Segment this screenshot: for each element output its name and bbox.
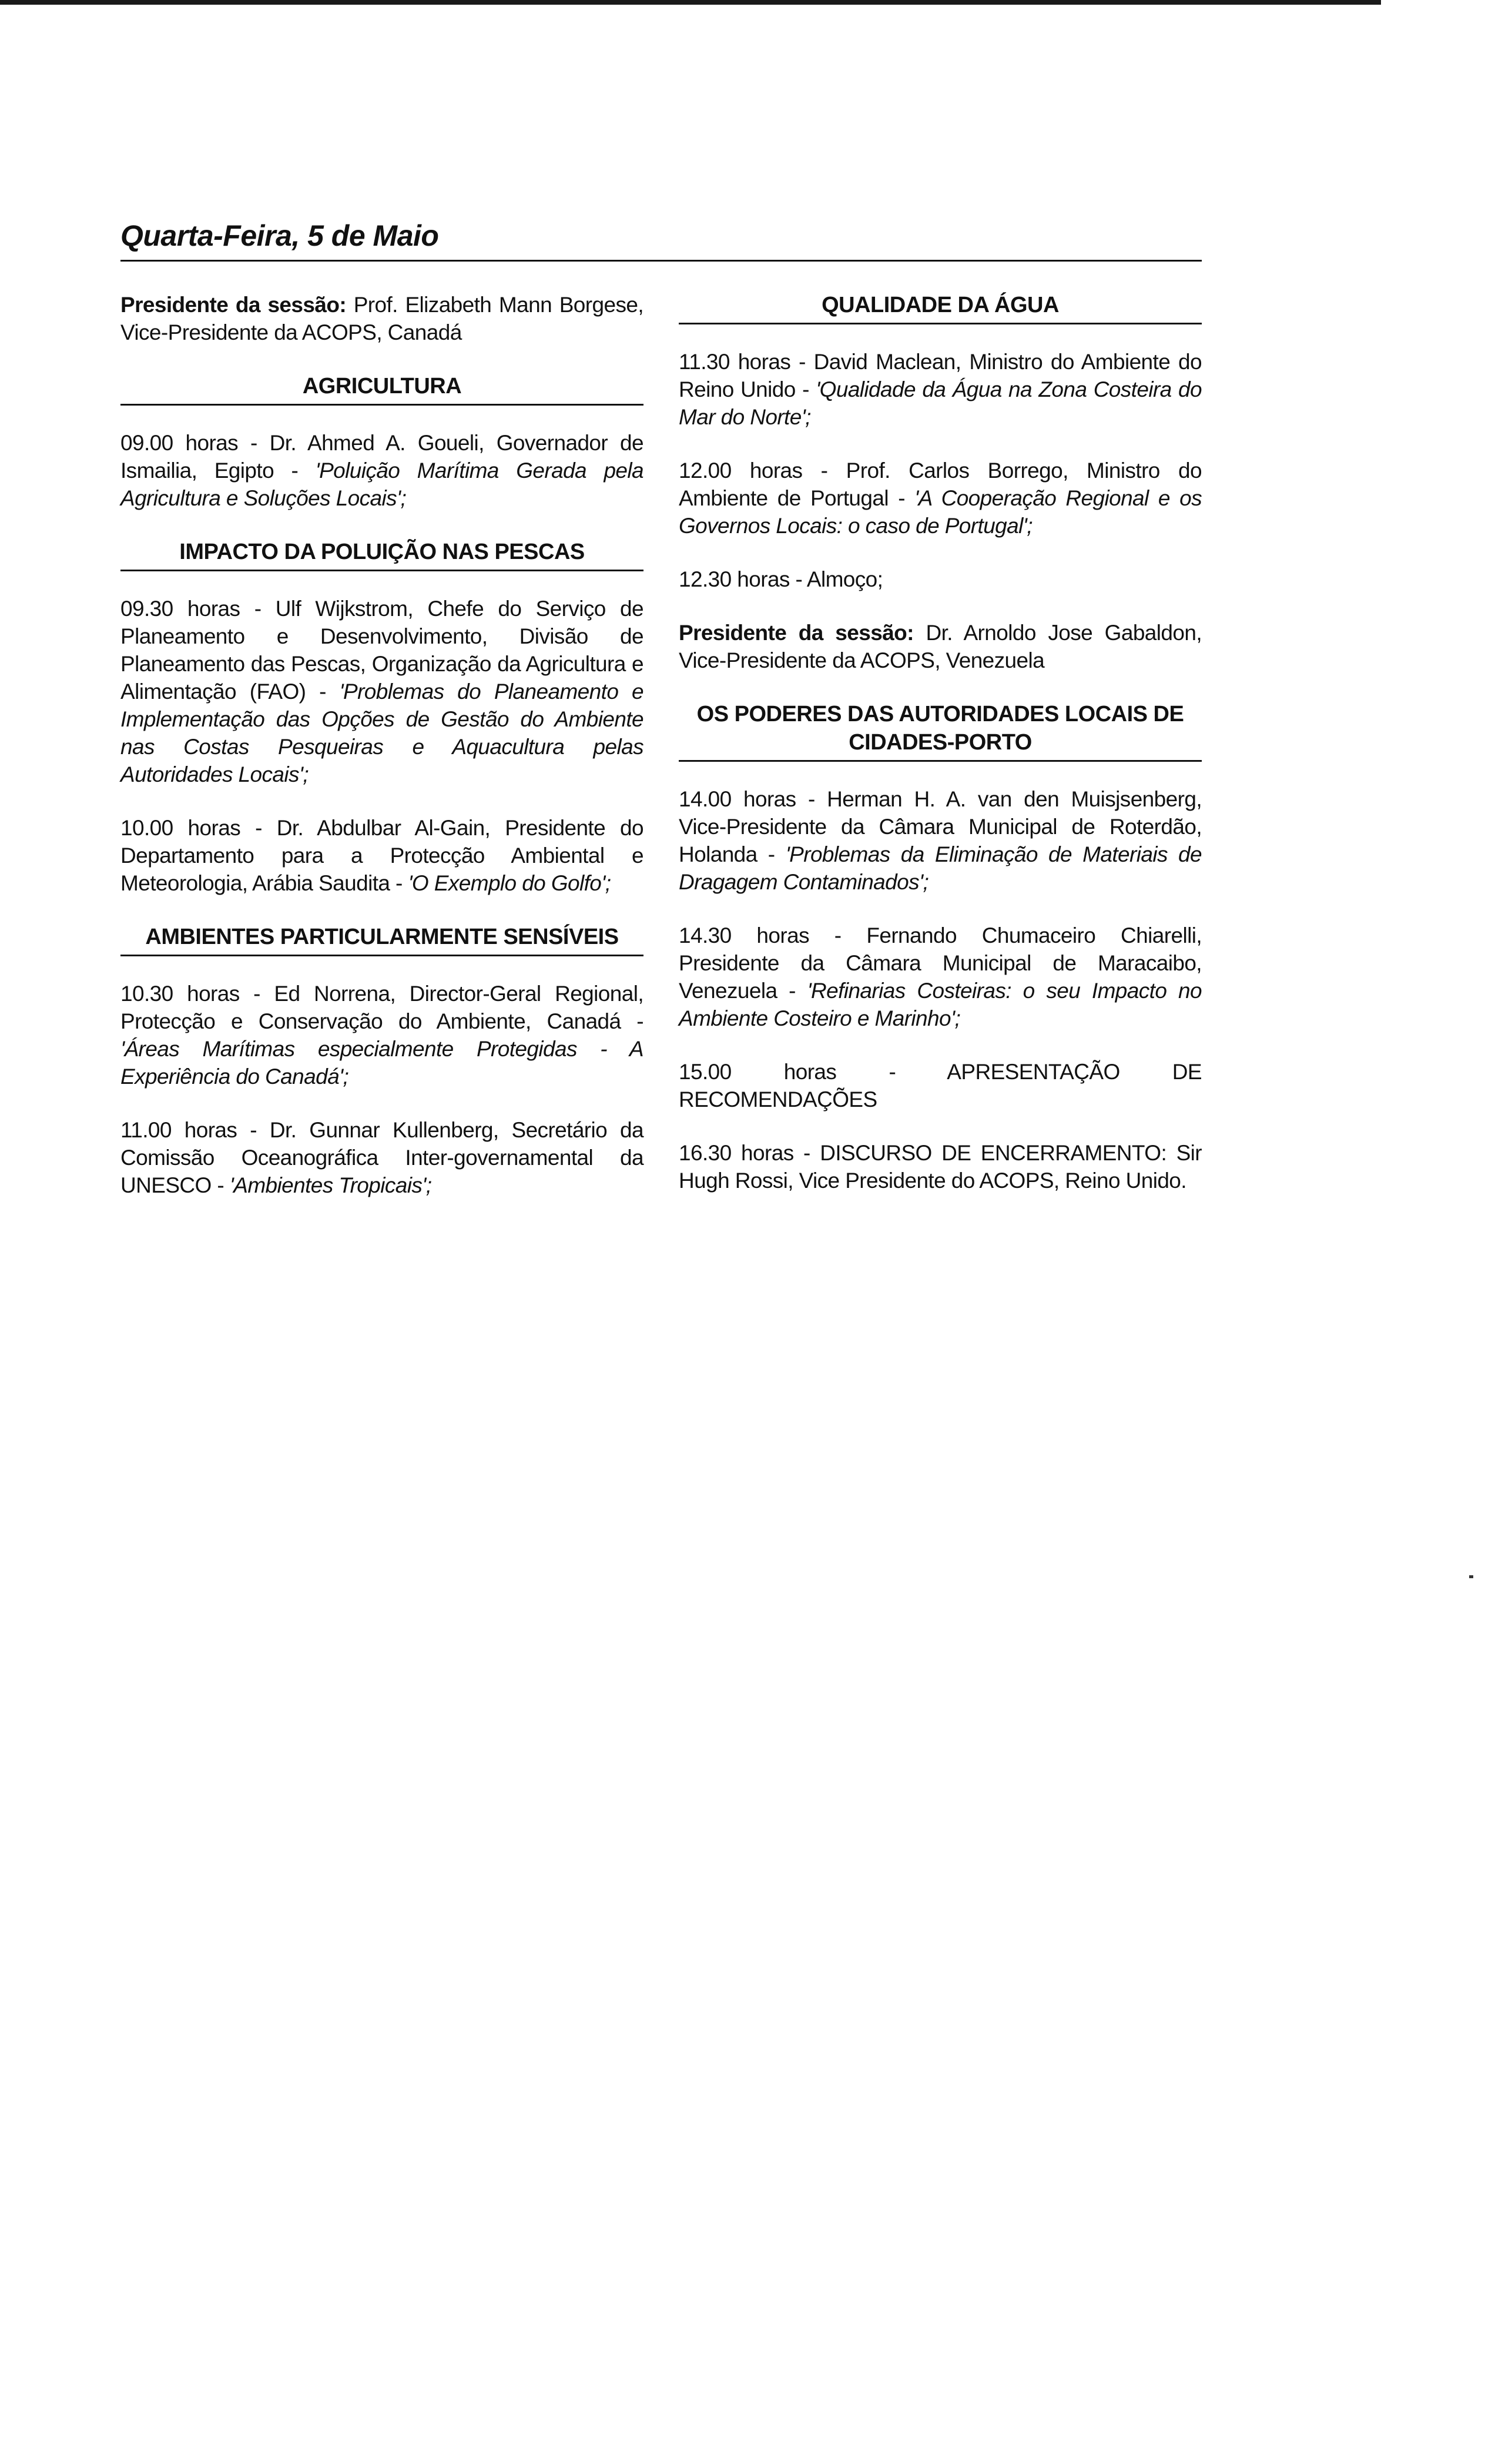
agenda-item-1230 <box>679 565 1202 593</box>
item-text: 14.30 horas - Fernando Chumaceiro Chiarelli, Presidente da Câmara Municipal de Maracaibo, Venezuela - <box>679 923 1202 1003</box>
page-title: Quarta-Feira, 5 de Maio <box>120 219 439 252</box>
agenda-item-0900 <box>120 429 643 512</box>
left-column <box>120 291 643 1225</box>
agenda-item-1100 <box>120 1116 643 1199</box>
section-heading-impacto: IMPACTO DA POLUIÇÃO NAS PESCAS <box>120 538 643 571</box>
item-title: 'A Cooperação Regional e os Governos Locais: o caso de Portugal'; <box>679 486 1202 538</box>
item-text: 12.30 horas - Almoço; <box>679 567 883 591</box>
item-title: 'O Exemplo do Golfo'; <box>408 871 611 895</box>
agenda-item-1500 <box>679 1058 1202 1113</box>
agenda-item-1400 <box>679 785 1202 896</box>
chair-label: Presidente da sessão: <box>679 621 914 645</box>
item-title: 'Ambientes Tropicais'; <box>229 1173 432 1197</box>
item-title: 'Qualidade da Água na Zona Costeira do Mar do Norte'; <box>679 377 1202 429</box>
item-title: 'Problemas da Eliminação de Materiais de Dragagem Contaminados'; <box>679 842 1202 894</box>
right-column <box>679 291 1202 1220</box>
agenda-item-1430 <box>679 922 1202 1032</box>
section-heading-poderes: OS PODERES DAS AUTORIDADES LOCAIS DE CIDADES-PORTO <box>679 700 1202 762</box>
item-text: 11.30 horas - David Maclean, Ministro do Ambiente do Reino Unido - <box>679 350 1202 401</box>
item-text: 10.30 horas - Ed Norrena, Director-Geral Regional, Protecção e Conservação do Ambiente, Canadá - <box>120 982 643 1033</box>
session-chair-afternoon <box>679 619 1202 674</box>
agenda-item-1130 <box>679 348 1202 431</box>
item-title: 'Refinarias Costeiras: o seu Impacto no Ambiente Costeiro e Marinho'; <box>679 979 1202 1030</box>
session-chair-morning <box>120 291 643 346</box>
scan-speck <box>1469 1575 1473 1578</box>
chair-text: Prof. Elizabeth Mann Borgese, Vice-Presidente da ACOPS, Canadá <box>120 293 643 344</box>
section-heading-agricultura: AGRICULTURA <box>120 372 643 406</box>
item-text: 09.00 horas - Dr. Ahmed A. Goueli, Governador de Ismailia, Egipto - <box>120 431 643 483</box>
agenda-item-1000 <box>120 814 643 897</box>
item-text: 12.00 horas - Prof. Carlos Borrego, Ministro do Ambiente de Portugal - <box>679 458 1202 510</box>
agenda-item-1030 <box>120 980 643 1090</box>
item-text: 10.00 horas - Dr. Abdulbar Al-Gain, Presidente do Departamento para a Protecção Ambiental e Meteorologia, Arábia Saudita - <box>120 816 643 895</box>
section-heading-ambientes: AMBIENTES PARTICULARMENTE SENSÍVEIS <box>120 923 643 956</box>
agenda-item-1200 <box>679 457 1202 540</box>
agenda-item-0930 <box>120 595 643 788</box>
item-text: 11.00 horas - Dr. Gunnar Kullenberg, Secretário da Comissão Oceanográfica Inter-governamental da UNESCO - <box>120 1118 643 1197</box>
item-title: 'Problemas do Planeamento e Implementação das Opções de Gestão do Ambiente nas Costas Pesqueiras e Aquacultura pelas Autoridades Locais'; <box>120 679 643 786</box>
title-divider <box>120 260 1202 262</box>
item-text: 09.30 horas - Ulf Wijkstrom, Chefe do Serviço de Planeamento e Desenvolvimento, Divisão de Planeamento das Pescas, Organização da Agricultura e Alimentação (FAO) - <box>120 597 643 704</box>
scan-top-edge <box>0 0 1381 5</box>
item-text: 16.30 horas - DISCURSO DE ENCERRAMENTO: Sir Hugh Rossi, Vice Presidente do ACOPS, Reino Unido. <box>679 1141 1202 1193</box>
item-text: 15.00 horas - APRESENTAÇÃO DE RECOMENDAÇÕES <box>679 1060 1202 1112</box>
item-text: 14.00 horas - Herman H. A. van den Muisjsenberg, Vice-Presidente da Câmara Municipal de Roterdão, Holanda - <box>679 787 1202 866</box>
item-title: 'Poluição Marítima Gerada pela Agricultura e Soluções Locais'; <box>120 458 643 510</box>
chair-text: Dr. Arnoldo Jose Gabaldon, Vice-Presidente da ACOPS, Venezuela <box>679 621 1202 672</box>
section-heading-qualidade: QUALIDADE DA ÁGUA <box>679 291 1202 324</box>
agenda-item-1630 <box>679 1139 1202 1194</box>
item-title: 'Áreas Marítimas especialmente Protegidas - A Experiência do Canadá'; <box>120 1037 643 1089</box>
chair-label: Presidente da sessão: <box>120 293 347 317</box>
